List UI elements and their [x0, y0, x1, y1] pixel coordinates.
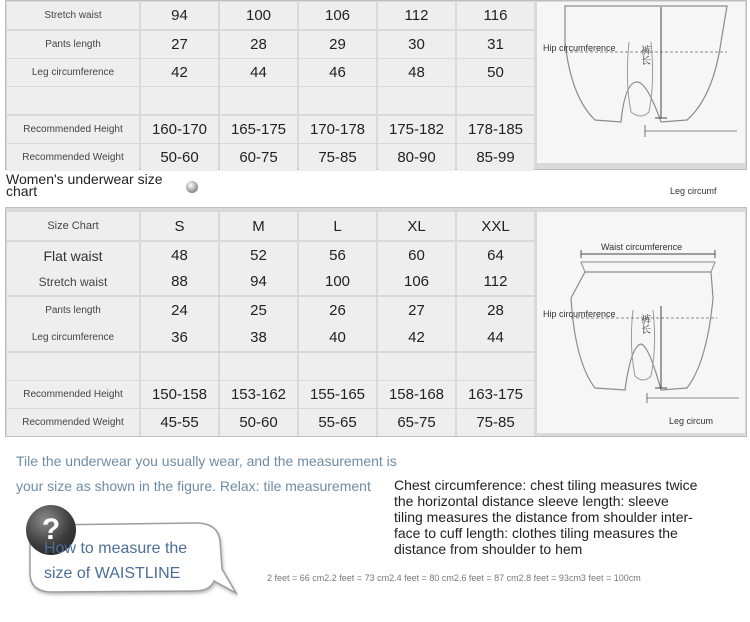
- size-header: S: [141, 212, 218, 240]
- table-cell: 94: [141, 2, 218, 29]
- table-cell: [457, 353, 534, 380]
- table-cell: 65-75: [378, 409, 455, 436]
- row-label: Stretch waist: [7, 268, 139, 295]
- table-cell: 175-182: [378, 116, 455, 143]
- table-cell: 112: [457, 268, 534, 295]
- table-cell: 94: [220, 268, 297, 295]
- header-label: Size Chart: [7, 212, 139, 240]
- table-cell: 27: [141, 31, 218, 58]
- women-underwear-diagram: [537, 212, 745, 433]
- size-header: M: [220, 212, 297, 240]
- table-cell: [299, 87, 376, 114]
- sphere-icon: [186, 181, 198, 193]
- table-cell: 75-85: [457, 409, 534, 436]
- table-cell: [378, 87, 455, 114]
- table-cell: 88: [141, 268, 218, 295]
- table-cell: 42: [378, 324, 455, 351]
- table-cell: 42: [141, 59, 218, 86]
- measure-tip-line: Tile the underwear you usually wear, and the measurement is: [16, 453, 397, 469]
- row-label: Recommended Height: [7, 116, 139, 143]
- pants-length-label: 裤长: [641, 46, 651, 67]
- text-line: distance from shoulder to hem: [394, 541, 583, 557]
- table-cell: 60: [378, 242, 455, 269]
- table-cell: 150-158: [141, 381, 218, 408]
- table-cell: [220, 353, 297, 380]
- men-underwear-diagram: [537, 2, 745, 163]
- chest-measure-text: [394, 477, 744, 557]
- table-cell: 46: [299, 59, 376, 86]
- table-cell: 36: [141, 324, 218, 351]
- row-label: Recommended Weight: [7, 409, 139, 436]
- pants-length-label: 裤长: [641, 315, 651, 336]
- text-line: Chest circumference: chest tiling measures twice: [394, 477, 698, 493]
- text-line: face to cuff length: clothes tiling measures the: [394, 525, 678, 541]
- table-cell: 24: [141, 297, 218, 324]
- table-cell: 29: [299, 31, 376, 58]
- table-cell: 100: [299, 268, 376, 295]
- leg-circumference-label: Leg circum: [669, 416, 714, 426]
- leg-circumference-label: Leg circumf: [670, 186, 717, 196]
- table-cell: 158-168: [378, 381, 455, 408]
- table-cell: 50: [457, 59, 534, 86]
- feet-conversion-note: 2 feet = 66 cm2.2 feet = 73 cm2.4 feet = 80 cm2.6 feet = 87 cm2.8 feet = 93cm3 feet = 100cm: [267, 573, 641, 583]
- table-cell: 48: [378, 59, 455, 86]
- table-cell: 106: [299, 2, 376, 29]
- table-cell: [141, 353, 218, 380]
- row-label: Leg circumference: [7, 324, 139, 351]
- row-label: Flat waist: [7, 242, 139, 269]
- table-cell: 25: [220, 297, 297, 324]
- table-cell: 80-90: [378, 144, 455, 171]
- bubble-line: size of WAISTLINE: [44, 565, 181, 582]
- table-cell: 55-65: [299, 409, 376, 436]
- text-line: the horizontal distance sleeve length: sleeve: [394, 493, 669, 509]
- table-cell: 85-99: [457, 144, 534, 171]
- table-cell: 45-55: [141, 409, 218, 436]
- question-mark-icon: ?: [26, 505, 76, 555]
- row-label: Leg circumference: [7, 59, 139, 86]
- table-cell: 64: [457, 242, 534, 269]
- row-label: Pants length: [7, 31, 139, 58]
- text-line: tiling measures the distance from shoulder inter-: [394, 509, 693, 525]
- table-cell: 30: [378, 31, 455, 58]
- table-cell: 56: [299, 242, 376, 269]
- table-cell: 28: [457, 297, 534, 324]
- table-cell: [220, 87, 297, 114]
- table-cell: 52: [220, 242, 297, 269]
- table-cell: 44: [220, 59, 297, 86]
- table-cell: 26: [299, 297, 376, 324]
- table-cell: 44: [457, 324, 534, 351]
- size-header: XXL: [457, 212, 534, 240]
- table-cell: 153-162: [220, 381, 297, 408]
- table-cell: 60-75: [220, 144, 297, 171]
- table-cell: 27: [378, 297, 455, 324]
- hip-circumference-label: Hip circumference: [543, 309, 616, 319]
- table-cell: 155-165: [299, 381, 376, 408]
- section-title: Women's underwear size chart: [6, 171, 163, 199]
- size-header: L: [299, 212, 376, 240]
- table-cell: 50-60: [220, 409, 297, 436]
- men-size-table: [5, 0, 747, 170]
- waist-circumference-label: Waist circumference: [601, 242, 683, 252]
- hip-circumference-label: Hip circumference: [543, 43, 616, 53]
- row-label: Recommended Height: [7, 381, 139, 408]
- row-label: [7, 353, 139, 380]
- table-cell: 163-175: [457, 381, 534, 408]
- table-cell: 31: [457, 31, 534, 58]
- table-cell: 106: [378, 268, 455, 295]
- underwear-outline-illustration: [537, 2, 745, 163]
- table-cell: 28: [220, 31, 297, 58]
- table-cell: 178-185: [457, 116, 534, 143]
- measure-tip-line: your size as shown in the figure. Relax: tile measurement: [16, 478, 371, 494]
- row-label: Pants length: [7, 297, 139, 324]
- table-cell: 116: [457, 2, 534, 29]
- size-header: XL: [378, 212, 455, 240]
- table-cell: 75-85: [299, 144, 376, 171]
- row-label: [7, 87, 139, 114]
- table-cell: 100: [220, 2, 297, 29]
- table-cell: 38: [220, 324, 297, 351]
- table-cell: [141, 87, 218, 114]
- table-cell: 40: [299, 324, 376, 351]
- bubble-line: How to measure the: [44, 540, 188, 557]
- table-cell: 170-178: [299, 116, 376, 143]
- table-cell: 112: [378, 2, 455, 29]
- table-cell: 48: [141, 242, 218, 269]
- women-size-table: [5, 207, 747, 437]
- row-label: Recommended Weight: [7, 144, 139, 171]
- table-cell: [378, 353, 455, 380]
- table-cell: 165-175: [220, 116, 297, 143]
- table-cell: [299, 353, 376, 380]
- table-cell: [457, 87, 534, 114]
- table-cell: 160-170: [141, 116, 218, 143]
- row-label: Stretch waist: [7, 2, 139, 29]
- table-cell: 50-60: [141, 144, 218, 171]
